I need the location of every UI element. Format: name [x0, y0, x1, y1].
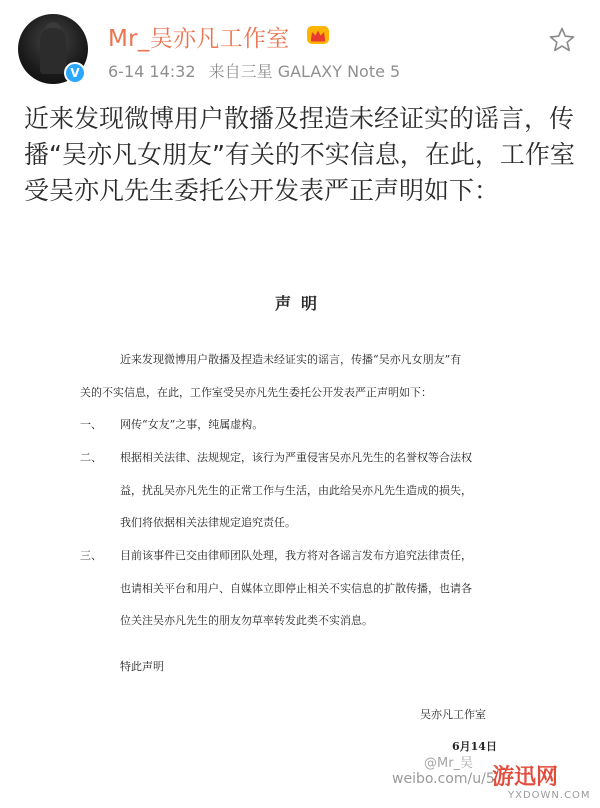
item-2-number: 二、	[80, 451, 102, 464]
statement-signature: 吴亦凡工作室	[420, 708, 486, 721]
item-2-line-1: 根据相关法律、法规规定，该行为严重侵害吴亦凡先生的名誉权等合法权	[120, 451, 472, 464]
statement-document	[80, 285, 540, 760]
item-2-line-3: 我们将依据相关法律规定追究责任。	[120, 516, 296, 529]
post-meta	[108, 59, 400, 82]
statement-title: 声明	[275, 294, 328, 313]
post-body-text: 近来发现微博用户散播及捏造未经证实的谣言，传播“吴亦凡女朋友”有关的不实信息，在此，工作室受吴亦凡先生委托公开发表严正声明如下：	[24, 104, 575, 205]
item-1-number: 一、	[80, 418, 102, 431]
post-header	[0, 0, 600, 92]
item-3-line-3: 位关注吴亦凡先生的朋友勿草率转发此类不实消息。	[120, 614, 373, 627]
item-3-line-1: 目前该事件已交由律师团队处理，我方将对各谣言发布方追究法律责任，	[120, 549, 472, 562]
statement-date: 6月14日	[452, 740, 497, 753]
watermark-domain: YXDOWN.COM	[508, 790, 591, 801]
avatar-figure-body	[40, 28, 66, 74]
watermark-logo: 游迅网	[492, 764, 559, 790]
watermark-url: weibo.com/u/5	[392, 771, 495, 787]
item-3-line-2: 也请相关平台和用户、自媒体立即停止相关不实信息的扩散传播，也请各	[120, 582, 472, 595]
crown-icon	[306, 24, 330, 46]
item-2-line-2: 益，扰乱吴亦凡先生的正常工作与生活，由此给吴亦凡先生造成的损失，	[120, 484, 472, 497]
intro-line-2: 关的不实信息，在此，工作室受吴亦凡先生委托公开发表严正声明如下：	[80, 386, 432, 399]
favorite-star-icon[interactable]	[548, 26, 576, 54]
item-1-line-1: 网传“女友”之事，纯属虚构。	[120, 418, 264, 431]
post-source[interactable]: 来自三星 GALAXY Note 5	[208, 62, 401, 81]
statement-closing: 特此声明	[120, 660, 164, 673]
intro-line-1: 近来发现微博用户散播及捏造未经证实的谣言，传播“吴亦凡女朋友”有	[120, 353, 462, 366]
post-time: 6-14 14:32	[108, 62, 196, 81]
verified-badge-icon: V	[64, 62, 86, 84]
item-3-number: 三、	[80, 549, 102, 562]
account-name[interactable]: Mr_吴亦凡工作室	[108, 26, 290, 52]
watermark-weibo-handle: @Mr_吴	[424, 756, 474, 771]
